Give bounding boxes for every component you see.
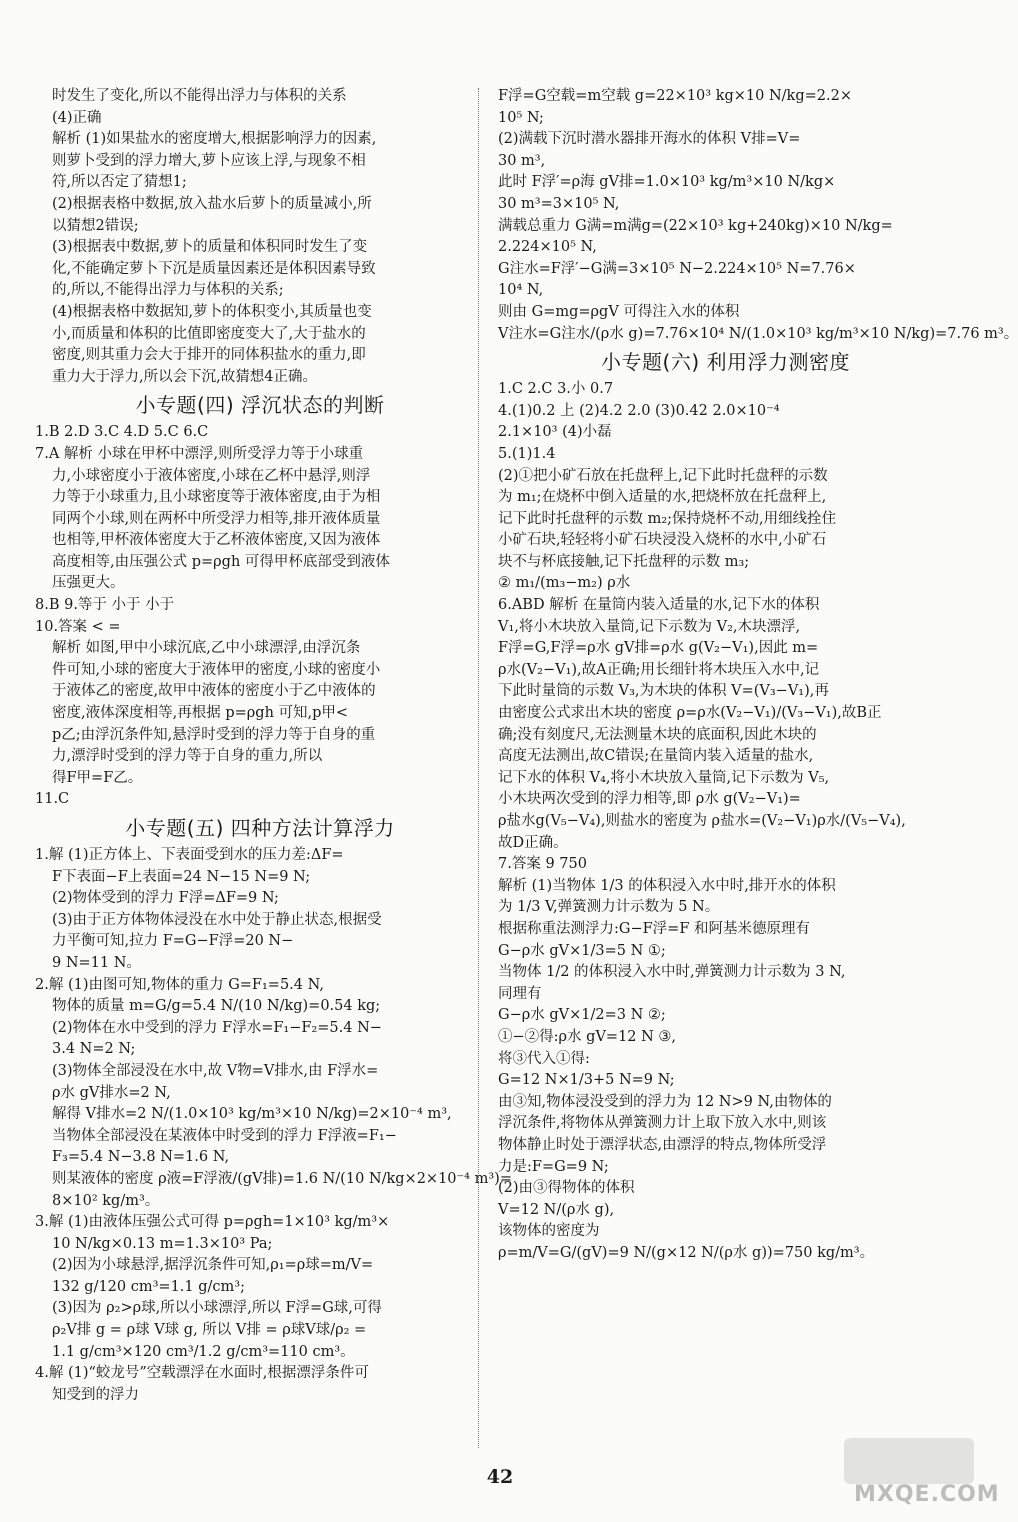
- text-line: 10.答案 < =: [35, 618, 121, 635]
- text-line: 3.4 N=2 N;: [52, 1041, 136, 1058]
- text-line: (2)物体在水中受到的浮力 F浮水=F₁−F₂=5.4 N−: [52, 1019, 382, 1036]
- text-line: 6.ABD 解析 在量筒内装入适量的水,记下水的体积: [498, 597, 820, 614]
- text-line: 高度无法测出,故C错误;在量筒内装入适量的盐水,: [498, 748, 814, 765]
- text-line: 30 m³,: [498, 152, 546, 169]
- text-line: 小,而质量和体积的比值即密度变大了,大于盐水的: [52, 325, 366, 342]
- text-line: 解得 V排水=2 N/(1.0×10³ kg/m³×10 N/kg)=2×10⁻⁴ m³,: [52, 1106, 452, 1123]
- text-line: G−ρ水 gV×1/2=3 N ②;: [498, 1007, 666, 1024]
- text-line: 故D正确。: [498, 834, 568, 851]
- text-line: 4.解 (1)“蛟龙号”空载漂浮在水面时,根据漂浮条件可: [35, 1365, 369, 1382]
- text-line: 符,所以否定了猜想1;: [52, 174, 187, 191]
- text-line: 解析 (1)当物体 1/3 的体积浸入水中时,排开水的体积: [498, 877, 836, 894]
- text-line: 块不与杯底接触,记下托盘秤的示数 m₃;: [498, 553, 750, 570]
- section-heading: 小专题(六) 利用浮力测密度: [601, 350, 850, 375]
- text-line: 小木块两次受到的浮力相等,即 ρ水 g(V₂−V₁)=: [498, 791, 801, 808]
- watermark-badge: [844, 1438, 974, 1484]
- text-line: 也相等,甲杯液体密度大于乙杯液体密度,又因为液体: [52, 532, 381, 549]
- text-line: 9 N=11 N。: [52, 954, 141, 971]
- text-line: (2)①把小矿石放在托盘秤上,记下此时托盘秤的示数: [498, 467, 828, 484]
- text-line: 当物体全部浸没在某液体中时受到的浮力 F浮液=F₁−: [52, 1127, 397, 1144]
- page-number: 42: [486, 1466, 514, 1488]
- text-line: 小矿石块,轻轻将小矿石块浸没入烧杯的水中,小矿石: [498, 532, 827, 549]
- text-line: 力平衡可知,拉力 F=G−F浮=20 N−: [52, 933, 294, 950]
- text-line: V₁,将小木块放入量筒,记下示数为 V₂,木块漂浮,: [498, 618, 801, 635]
- text-line: 7.A 解析 小球在甲杯中漂浮,则所受浮力等于小球重: [35, 445, 364, 462]
- text-line: (2)由③得物体的体积: [498, 1180, 635, 1197]
- text-line: 解析 如图,甲中小球沉底,乙中小球漂浮,由浮沉条: [52, 640, 361, 657]
- text-line: G注水=F浮′−G满=3×10⁵ N−2.224×10⁵ N=7.76×: [498, 260, 856, 277]
- text-line: ①−②得:ρ水 gV=12 N ③,: [498, 1028, 677, 1045]
- text-line: 化,不能确定萝卜下沉是质量因素还是体积因素导致: [52, 260, 376, 277]
- text-line: p乙;由浮沉条件知,悬浮时受到的浮力等于自身的重: [52, 726, 376, 743]
- text-line: 解析 (1)如果盐水的密度增大,根据影响浮力的因素,: [52, 131, 377, 148]
- text-line: (3)根据表中数据,萝卜的质量和体积同时发生了变: [52, 239, 368, 256]
- text-line: 1.解 (1)正方体上、下表面受到水的压力差:ΔF=: [35, 847, 344, 863]
- text-line: 5.(1)1.4: [498, 445, 556, 462]
- section-heading: 小专题(四) 浮沉状态的判断: [135, 393, 385, 418]
- text-line: 密度,则其重力会大于排开的同体积盐水的重力,即: [52, 347, 366, 364]
- text-line: 10⁵ N;: [498, 109, 544, 126]
- text-line: 11.C: [35, 791, 70, 808]
- text-line: (2)因为小球悬浮,据浮沉条件可知,ρ₁=ρ球=m/V=: [52, 1257, 374, 1274]
- text-line: 同两个小球,则在两杯中所受浮力相等,排开液体质量: [52, 510, 381, 527]
- text-line: 以猜想2错误;: [52, 217, 139, 234]
- text-line: 的,所以,不能得出浮力与体积的关系;: [52, 282, 284, 299]
- text-line: F下表面−F上表面=24 N−15 N=9 N;: [52, 868, 311, 885]
- section-heading: 小专题(五) 四种方法计算浮力: [125, 816, 395, 840]
- text-line: (2)根据表格中数据,放入盐水后萝卜的质量减小,所: [52, 195, 372, 212]
- page-edge-mark: [8, 20, 18, 60]
- text-line: 4.(1)0.2 上 (2)4.2 2.0 (3)0.42 2.0×10⁻⁴: [498, 402, 780, 419]
- text-line: 物体静止时处于漂浮状态,由漂浮的特点,物体所受浮: [498, 1136, 827, 1153]
- text-line: (4)根据表格中数据知,萝卜的体积变小,其质量也变: [52, 303, 372, 320]
- text-line: 则由 G=mg=ρgV 可得注入水的体积: [498, 303, 740, 320]
- text-line: 压强更大。: [52, 575, 125, 592]
- text-line: 3.解 (1)由液体压强公式可得 p=ρgh=1×10³ kg/m³×: [35, 1214, 390, 1231]
- text-line: 高度相等,由压强公式 p=ρgh 可得甲杯底部受到液体: [52, 553, 390, 570]
- text-line: 件可知,小球的密度大于液体甲的密度,小球的密度小: [52, 661, 381, 678]
- text-line: 力,小球密度小于液体密度,小球在乙杯中悬浮,则浮: [52, 467, 371, 484]
- text-line: 时发生了变化,所以不能得出浮力与体积的关系: [52, 88, 347, 104]
- text-line: 8.B 9.等于 小于 小于: [35, 597, 175, 614]
- text-line: 力等于小球重力,且小球密度等于液体密度,由于为相: [52, 489, 381, 506]
- text-line: 重力大于浮力,所以会下沉,故猜想4正确。: [52, 368, 317, 385]
- text-line: (2)满载下沉时潜水器排开海水的体积 V排=V=: [498, 131, 801, 148]
- text-line: 2.1×10³ (4)小磊: [498, 424, 612, 441]
- text-line: 确;没有刻度尺,无法测量木块的底面积,因此木块的: [498, 726, 817, 743]
- text-line: 30 m³=3×10⁵ N,: [498, 195, 620, 212]
- text-line: 132 g/120 cm³=1.1 g/cm³;: [52, 1278, 245, 1295]
- text-line: ② m₁/(m₃−m₂) ρ水: [498, 575, 631, 592]
- text-line: 当物体 1/2 的体积浸入水中时,弹簧测力计示数为 3 N,: [498, 964, 846, 981]
- text-line: 2.解 (1)由图可知,物体的重力 G=F₁=5.4 N,: [35, 976, 324, 993]
- text-line: 1.1 g/cm³×120 cm³/1.2 g/cm³=110 cm³。: [52, 1343, 355, 1360]
- text-line: 记下水的体积 V₄,将小木块放入量筒,记下示数为 V₅,: [498, 769, 830, 786]
- text-line: 得F甲=F乙。: [52, 769, 143, 786]
- text-line: F浮=G空载=m空载 g=22×10³ kg×10 N/kg=2.2×: [498, 88, 852, 104]
- text-line: 1.B 2.D 3.C 4.D 5.C 6.C: [35, 424, 209, 441]
- text-line: F₃=5.4 N−3.8 N=1.6 N,: [52, 1149, 230, 1166]
- text-line: 该物体的密度为: [498, 1223, 600, 1240]
- text-line: 下此时量筒的示数 V₃,为木块的体积 V=(V₃−V₁),再: [498, 683, 829, 700]
- text-line: 物体的质量 m=G/g=5.4 N/(10 N/kg)=0.54 kg;: [52, 998, 381, 1015]
- text-line: (3)物体全部浸没在水中,故 V物=V排水,由 F浮水=: [52, 1062, 379, 1079]
- text-line: 将③代入①得:: [498, 1050, 590, 1067]
- text-line: (3)由于正方体物体浸没在水中处于静止状态,根据受: [52, 911, 382, 928]
- text-line: 10 N/kg×0.13 m=1.3×10³ Pa;: [52, 1235, 273, 1252]
- text-line: ρ水(V₂−V₁),故A正确;用长细针将木块压入水中,记: [498, 661, 820, 678]
- text-line: G=12 N×1/3+5 N=9 N;: [498, 1072, 675, 1089]
- text-line: 同理有: [498, 985, 542, 1002]
- text-line: ρ盐水g(V₅−V₄),则盐水的密度为 ρ盐水=(V₂−V₁)ρ水/(V₅−V₄),: [498, 813, 906, 829]
- text-line: G−ρ水 gV×1/3=5 N ①;: [498, 942, 666, 959]
- left-column: [35, 86, 512, 1406]
- text-line: 根据称重法测浮力:G−F浮=F 和阿基米德原理有: [498, 920, 810, 937]
- text-line: 密度,液体深度相等,再根据 p=ρgh 可知,p甲<: [52, 705, 349, 722]
- text-line: 记下此时托盘秤的示数 m₂;保持烧杯不动,用细线拴住: [498, 510, 837, 527]
- text-line: V=12 N/(ρ水 g),: [498, 1201, 615, 1218]
- text-line: 2.224×10⁵ N,: [498, 239, 597, 256]
- text-line: 为 m₁;在烧杯中倒入适量的水,把烧杯放在托盘秤上,: [498, 489, 827, 506]
- text-line: 为 1/3 V,弹簧测力计示数为 5 N。: [498, 899, 720, 916]
- text-line: ρ₂V排 g = ρ球 V球 g, 所以 V排 = ρ球V球/ρ₂ =: [52, 1322, 367, 1339]
- text-line: 满载总重力 G满=m满g=(22×10³ kg+240kg)×10 N/kg=: [498, 217, 893, 234]
- watermark-logo: [826, 1430, 1000, 1514]
- text-line: (2)物体受到的浮力 F浮=ΔF=9 N;: [52, 890, 279, 907]
- text-line: 10⁴ N,: [498, 282, 544, 299]
- text-line: 由③知,物体浸没受到的浮力为 12 N>9 N,由物体的: [498, 1093, 832, 1110]
- text-line: 力是:F=G=9 N;: [498, 1158, 609, 1175]
- text-line: (4)正确: [52, 109, 102, 126]
- column-divider: [478, 88, 479, 1448]
- text-line: (3)因为 ρ₂>ρ球,所以小球漂浮,所以 F浮=G球,可得: [52, 1300, 382, 1317]
- text-line: 则萝卜受到的浮力增大,萝卜应该上浮,与现象不相: [52, 152, 366, 169]
- text-line: 8×10² kg/m³。: [52, 1192, 160, 1209]
- text-line: 由密度公式求出木块的密度 ρ=ρ水(V₂−V₁)/(V₃−V₁),故B正: [498, 705, 882, 722]
- text-line: ρ=m/V=G/(gV)=9 N/(g×12 N/(ρ水 g))=750 kg/m³。: [498, 1244, 875, 1261]
- text-line: F浮=G,F浮=ρ水 gV排=ρ水 g(V₂−V₁),因此 m=: [498, 640, 819, 657]
- text-line: 于液体乙的密度,故甲中液体的密度小于乙中液体的: [52, 683, 376, 700]
- right-column: [498, 86, 1018, 1264]
- text-line: 力,漂浮时受到的浮力等于自身的重力,所以: [52, 748, 323, 765]
- text-line: 则某液体的密度 ρ液=F浮液/(gV排)=1.6 N/(10 N/kg×2×10⁻⁴ m³)=: [52, 1170, 512, 1187]
- text-line: 知受到的浮力: [52, 1386, 139, 1403]
- watermark-text: MXQE.COM: [854, 1482, 1000, 1507]
- text-line: 此时 F浮′=ρ海 gV排=1.0×10³ kg/m³×10 N/kg×: [498, 174, 836, 191]
- text-line: 浮沉条件,将物体从弹簧测力计上取下放入水中,则该: [498, 1115, 827, 1132]
- text-line: ρ水 gV排水=2 N,: [52, 1084, 171, 1101]
- text-line: 7.答案 9 750: [498, 856, 587, 873]
- text-line: V注水=G注水/(ρ水 g)=7.76×10⁴ N/(1.0×10³ kg/m³×10 N/kg)=7.76 m³。: [498, 325, 1018, 342]
- text-line: 1.C 2.C 3.小 0.7: [498, 381, 614, 398]
